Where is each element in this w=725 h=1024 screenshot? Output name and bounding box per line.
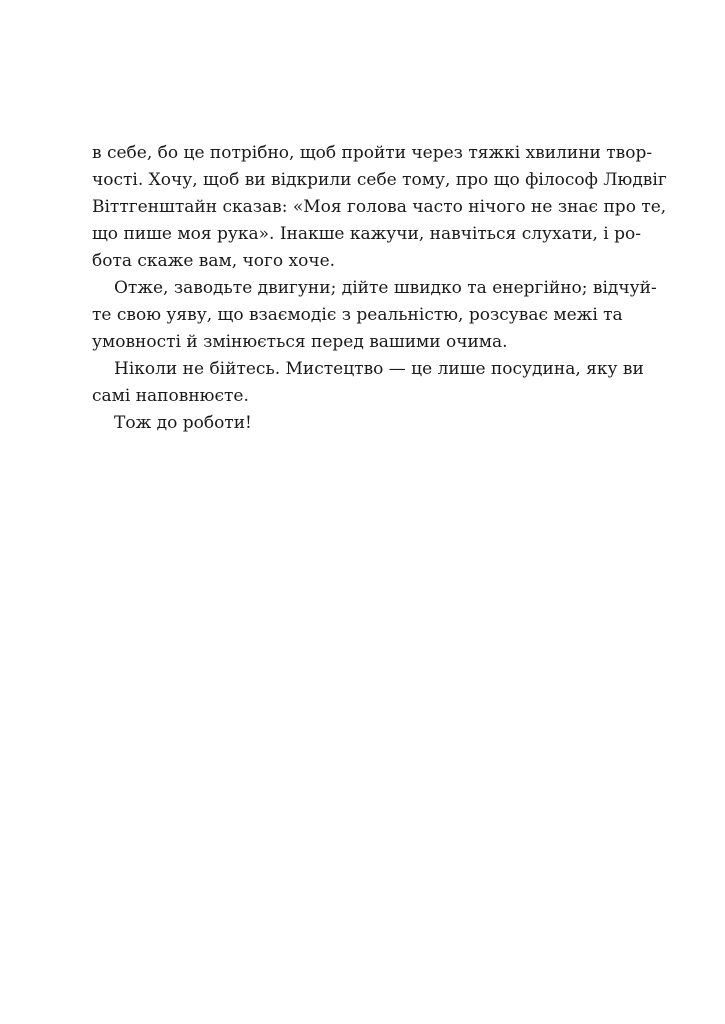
- text-line: Тож до роботи!: [114, 413, 252, 433]
- text-line: самі наповнюєте.: [92, 386, 249, 406]
- text-line: в себе, бо це потрібно, щоб пройти через тяжкі хвилини твор-: [92, 143, 653, 163]
- text-line: що пише моя рука». Інакше кажучи, навчіться слухати, і ро-: [92, 224, 641, 244]
- text-line: Віттгенштайн сказав: «Моя голова часто нічого не знає про те,: [92, 197, 667, 217]
- body-text: [92, 140, 667, 437]
- text-line: те свою уяву, що взаємодіє з реальністю, розсуває межі та: [92, 305, 623, 325]
- text-line: Ніколи не бійтесь. Мистецтво — це лише посудина, яку ви: [114, 359, 644, 379]
- text-line: Отже, заводьте двигуни; дійте швидко та енергійно; відчуй-: [114, 278, 657, 298]
- text-line: бота скаже вам, чого хоче.: [92, 251, 336, 271]
- text-line: чості. Хочу, щоб ви відкрили себе тому, про що філософ Людвіг: [92, 170, 667, 190]
- text-line: умовності й змінюється перед вашими очима.: [92, 332, 508, 352]
